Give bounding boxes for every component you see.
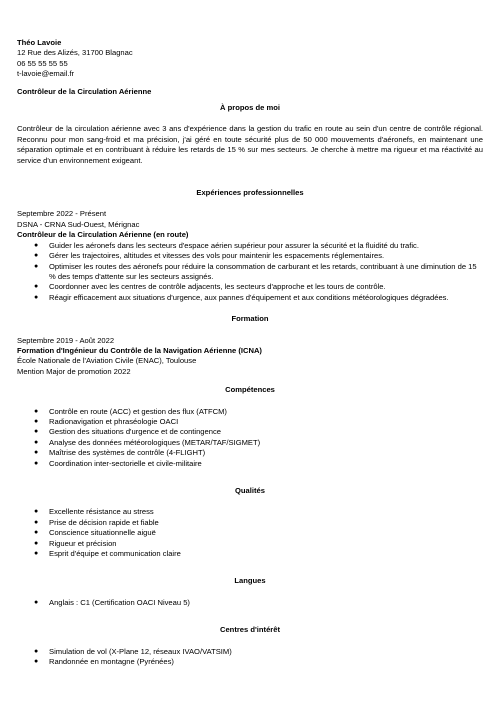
- list-item: ● Coordonner avec les centres de contrôle adjacents, les secteurs d'approche et les tours de contrôle.: [34, 282, 386, 292]
- education-heading: Formation: [231, 314, 269, 324]
- list-item: ● Contrôle en route (ACC) et gestion des flux (ATFCM): [34, 406, 227, 416]
- list-item: ● Prise de décision rapide et fiable: [34, 517, 159, 527]
- list-item: ● Radionavigation et phraséologie OACI: [34, 416, 179, 426]
- experience-dates: Septembre 2022 - Présent: [17, 209, 107, 219]
- resume-page: [17, 38, 483, 667]
- skills-list: [17, 407, 483, 469]
- interests-heading: Centres d'intérêt: [219, 625, 281, 635]
- list-item: ● Anglais : C1 (Certification OACI Niveau 5): [34, 597, 190, 607]
- list-item: ● Guider les aéronefs dans les secteurs d'espace aérien supérieur pour assurer la sécurité et la fluidité du trafic.: [34, 240, 419, 250]
- candidate-name: Théo Lavoie: [17, 38, 62, 47]
- list-item: ● Conscience situationnelle aiguë: [34, 528, 156, 538]
- contact-block: [17, 38, 483, 80]
- bullet-icon: ●: [34, 539, 39, 547]
- list-item: ● Esprit d'équipe et communication claire: [34, 549, 181, 559]
- experience-employer: DSNA - CRNA Sud-Ouest, Mérignac: [17, 219, 140, 229]
- bullet-icon: ●: [34, 598, 39, 606]
- education-school: École Nationale de l'Aviation Civile (ENAC), Toulouse: [17, 356, 197, 366]
- bullet-icon: ●: [34, 438, 39, 446]
- email: t-lavoie@email.fr: [17, 69, 75, 79]
- languages-list: [17, 598, 483, 608]
- languages-heading: Langues: [234, 576, 266, 586]
- list-item: ● Randonnée en montagne (Pyrénées): [34, 657, 174, 667]
- experience-list: [17, 241, 483, 303]
- skills-heading: Compétences: [225, 385, 275, 395]
- list-item: ● Rigueur et précision: [34, 538, 117, 548]
- interests-list: [17, 647, 483, 668]
- about-text: Contrôleur de la circulation aérienne avec 3 ans d'expérience dans la gestion du trafic en route au sein d'un centre de contrôle régional. Reconnu pour mon sang-froid et ma précision, j'ai géré en toute sécurité plus de 50 000 mouvements d'aéronefs, en maintenant une séparation optimale et en contribuant à réduire les retards de 15 % sur mes secteurs. Je cherche à mettre ma rigueur et ma réactivité au service d'un environnement exigeant.: [17, 124, 483, 165]
- education-mention: Mention Major de promotion 2022: [17, 366, 131, 376]
- list-item: ● Analyse des données météorologiques (METAR/TAF/SIGMET): [34, 437, 261, 447]
- bullet-icon: ●: [34, 508, 39, 516]
- list-item: ● Gestion des situations d'urgence et de contingence: [34, 427, 222, 437]
- education-degree: Formation d'Ingénieur du Contrôle de la Navigation Aérienne (ICNA): [17, 345, 262, 355]
- list-item: ● Coordination inter-sectorielle et civile-militaire: [34, 458, 202, 468]
- bullet-icon: ●: [34, 647, 39, 655]
- bullet-icon: ●: [34, 449, 39, 457]
- list-item: ● Maîtrise des systèmes de contrôle (4-FLIGHT): [34, 448, 206, 458]
- education-dates: Septembre 2019 - Août 2022: [17, 335, 115, 345]
- bullet-icon: ●: [34, 262, 39, 270]
- bullet-icon: ●: [34, 407, 39, 415]
- experience-heading: Expériences professionnelles: [196, 188, 304, 198]
- list-item: ● Optimiser les routes des aéronefs pour réduire la consommation de carburant et les retards, contribuant à une diminution de 15 % des temps d'attente sur les secteurs assignés.: [34, 261, 477, 281]
- list-item: ● Excellente résistance au stress: [34, 507, 154, 517]
- bullet-icon: ●: [34, 658, 39, 666]
- bullet-icon: ●: [34, 241, 39, 249]
- address: 12 Rue des Alizés, 31700 Blagnac: [17, 48, 133, 58]
- list-item: ● Simulation de vol (X-Plane 12, réseaux IVAO/VATSIM): [34, 646, 232, 656]
- experience-title: Contrôleur de la Circulation Aérienne (en route): [17, 230, 189, 240]
- qualities-list: [17, 507, 483, 559]
- bullet-icon: ●: [34, 459, 39, 467]
- about-heading: À propos de moi: [220, 103, 280, 113]
- bullet-icon: ●: [34, 428, 39, 436]
- bullet-icon: ●: [34, 293, 39, 301]
- bullet-icon: ●: [34, 283, 39, 291]
- list-item: ● Gérer les trajectoires, altitudes et vitesses des vols pour maintenir les espacements réglementaires.: [34, 251, 385, 261]
- bullet-icon: ●: [34, 417, 39, 425]
- bullet-icon: ●: [34, 252, 39, 260]
- bullet-icon: ●: [34, 529, 39, 537]
- phone: 06 55 55 55 55: [17, 58, 68, 68]
- bullet-icon: ●: [34, 518, 39, 526]
- list-item: ● Réagir efficacement aux situations d'urgence, aux pannes d'équipement et aux conditions météorologiques dégradées.: [34, 292, 449, 302]
- headline: Contrôleur de la Circulation Aérienne: [17, 86, 152, 96]
- bullet-icon: ●: [34, 550, 39, 558]
- qualities-heading: Qualités: [235, 486, 265, 495]
